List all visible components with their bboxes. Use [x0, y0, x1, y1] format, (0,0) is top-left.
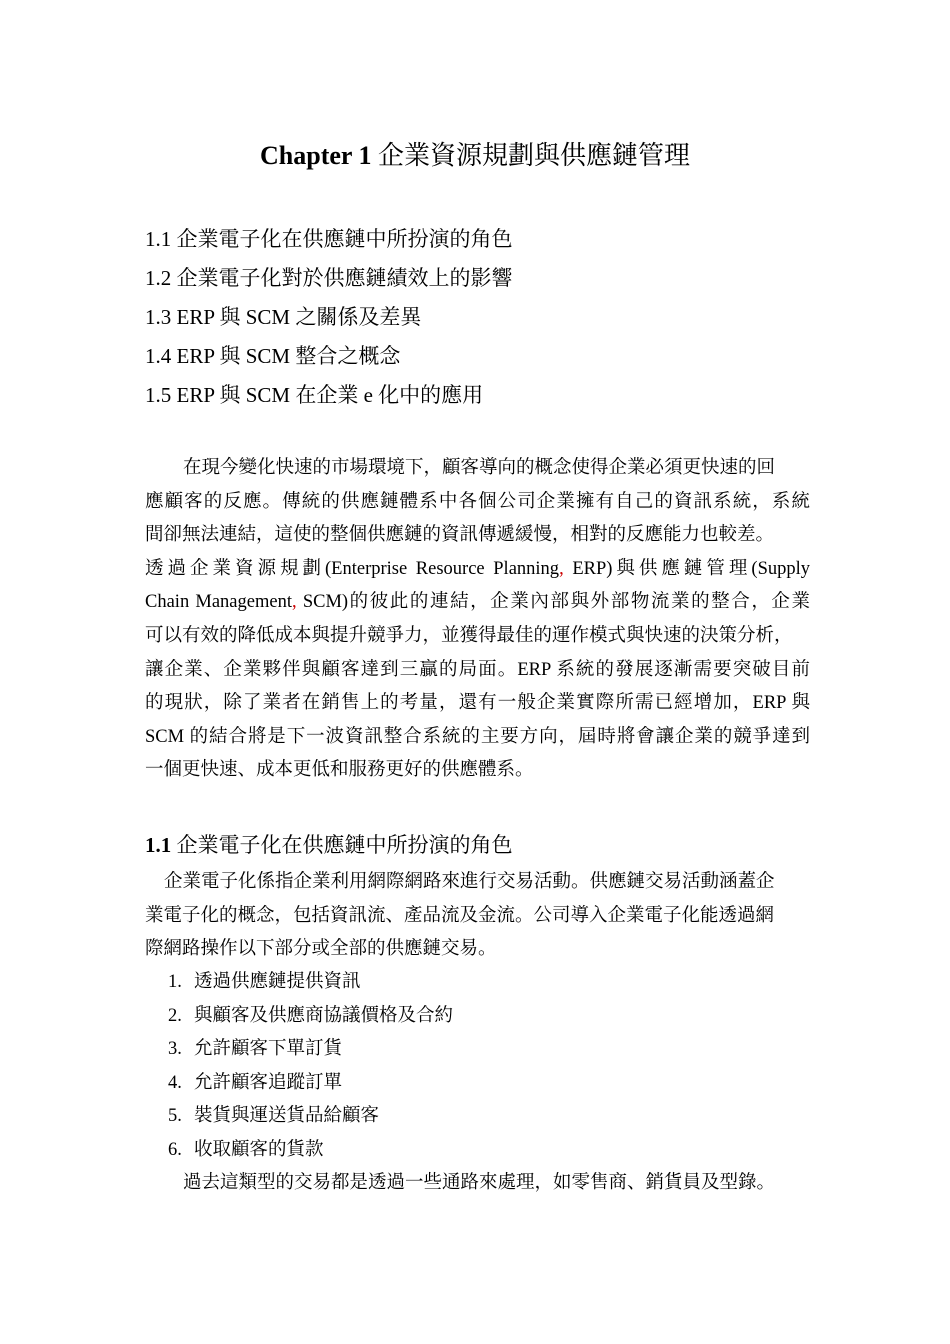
paragraph-line: 的現狀，除了業者在銷售上的考量，還有一般企業實際所需已經增加，ERP 與 — [145, 693, 810, 714]
paragraph-line: 可以有效的降低成本與提升競爭力，並獲得最佳的運作模式與快速的決策分析， — [145, 625, 793, 646]
section-paragraph — [145, 866, 810, 967]
list-text: 允許顧客下單訂貨 — [194, 1039, 343, 1060]
text-run: SCM)的彼此的連結，企業內部與外部物流業的整合，企業 — [296, 592, 810, 613]
list-number: 6. — [168, 1139, 182, 1160]
list-number: 5. — [168, 1106, 182, 1127]
list-number: 1. — [168, 972, 182, 992]
list-number: 2. — [168, 1005, 182, 1026]
list-item — [168, 1100, 453, 1134]
text-run: ERP)與供應鏈管理(Supply — [563, 558, 810, 579]
paragraph-line: 在現今變化快速的市場環境下，顧客導向的概念使得企業必須更快速的回 — [183, 458, 776, 478]
section-number: 1.1 — [145, 833, 172, 857]
toc-item: 1.2 企業電子化對於供應鏈績效上的影響 — [145, 266, 513, 290]
numbered-list — [168, 966, 453, 1168]
list-item — [168, 1134, 453, 1168]
list-number: 4. — [168, 1072, 182, 1093]
red-comma: , — [291, 592, 297, 613]
list-text: 允許顧客追蹤訂單 — [194, 1072, 343, 1093]
paragraph-line: SCM 的結合將是下一波資訊整合系統的主要方向，屆時將會讓企業的競爭達到 — [145, 726, 810, 747]
section-title: 企業電子化在供應鏈中所扮演的角色 — [171, 833, 513, 857]
list-item — [168, 1067, 453, 1101]
paragraph-line: 業電子化的概念，包括資訊流、產品流及金流。公司導入企業電子化能透過網 — [145, 905, 775, 926]
list-text: 裝貨與運送貨品給顧客 — [194, 1106, 380, 1127]
intro-paragraph — [145, 452, 810, 788]
list-text: 收取顧客的貨款 — [194, 1139, 324, 1160]
paragraph-line: 企業電子化係指企業利用網際網路來進行交易活動。供應鏈交易活動涵蓋企 — [164, 872, 775, 892]
text-run: Chain Management — [145, 592, 292, 613]
paragraph-line: 應顧客的反應。傳統的供應鏈體系中各個公司企業擁有自己的資訊系統，系統 — [145, 491, 810, 512]
list-item — [168, 1000, 453, 1034]
chapter-label: Chapter 1 — [260, 141, 372, 170]
list-item — [168, 1033, 453, 1067]
red-comma: , — [559, 558, 564, 579]
paragraph-line: 際網路操作以下部分或全部的供應鏈交易。 — [145, 939, 497, 960]
toc-item: 1.4 ERP 與 SCM 整合之概念 — [145, 344, 401, 368]
section-heading — [145, 829, 513, 861]
closing-sentence: 過去這類型的交易都是透過一些通路來處理，如零售商、銷貨員及型錄。 — [183, 1173, 776, 1193]
paragraph-line — [145, 553, 810, 587]
paragraph-line: 讓企業、企業夥伴與顧客達到三贏的局面。ERP 系統的發展逐漸需要突破目前 — [145, 659, 810, 680]
list-item — [168, 966, 453, 1000]
paragraph-line — [145, 586, 810, 620]
chapter-title — [0, 138, 950, 174]
text-run: 透過企業資源規劃(Enterprise Resource Planning — [145, 558, 560, 579]
table-of-contents — [145, 220, 513, 415]
list-text: 與顧客及供應商協議價格及合約 — [194, 1005, 454, 1026]
paragraph-line: 一個更快速、成本更低和服務更好的供應體系。 — [145, 760, 534, 781]
toc-item: 1.3 ERP 與 SCM 之關係及差異 — [145, 305, 422, 329]
toc-item: 1.1 企業電子化在供應鏈中所扮演的角色 — [145, 227, 513, 251]
chapter-title-text: 企業資源規劃與供應鏈管理 — [371, 141, 690, 170]
toc-item: 1.5 ERP 與 SCM 在企業 e 化中的應用 — [145, 383, 484, 407]
paragraph-line: 間卻無法連結，這使的整個供應鏈的資訊傳遞緩慢，相對的反應能力也較差。 — [145, 525, 775, 546]
list-number: 3. — [168, 1039, 182, 1060]
list-text: 透過供應鏈提供資訊 — [194, 972, 361, 992]
